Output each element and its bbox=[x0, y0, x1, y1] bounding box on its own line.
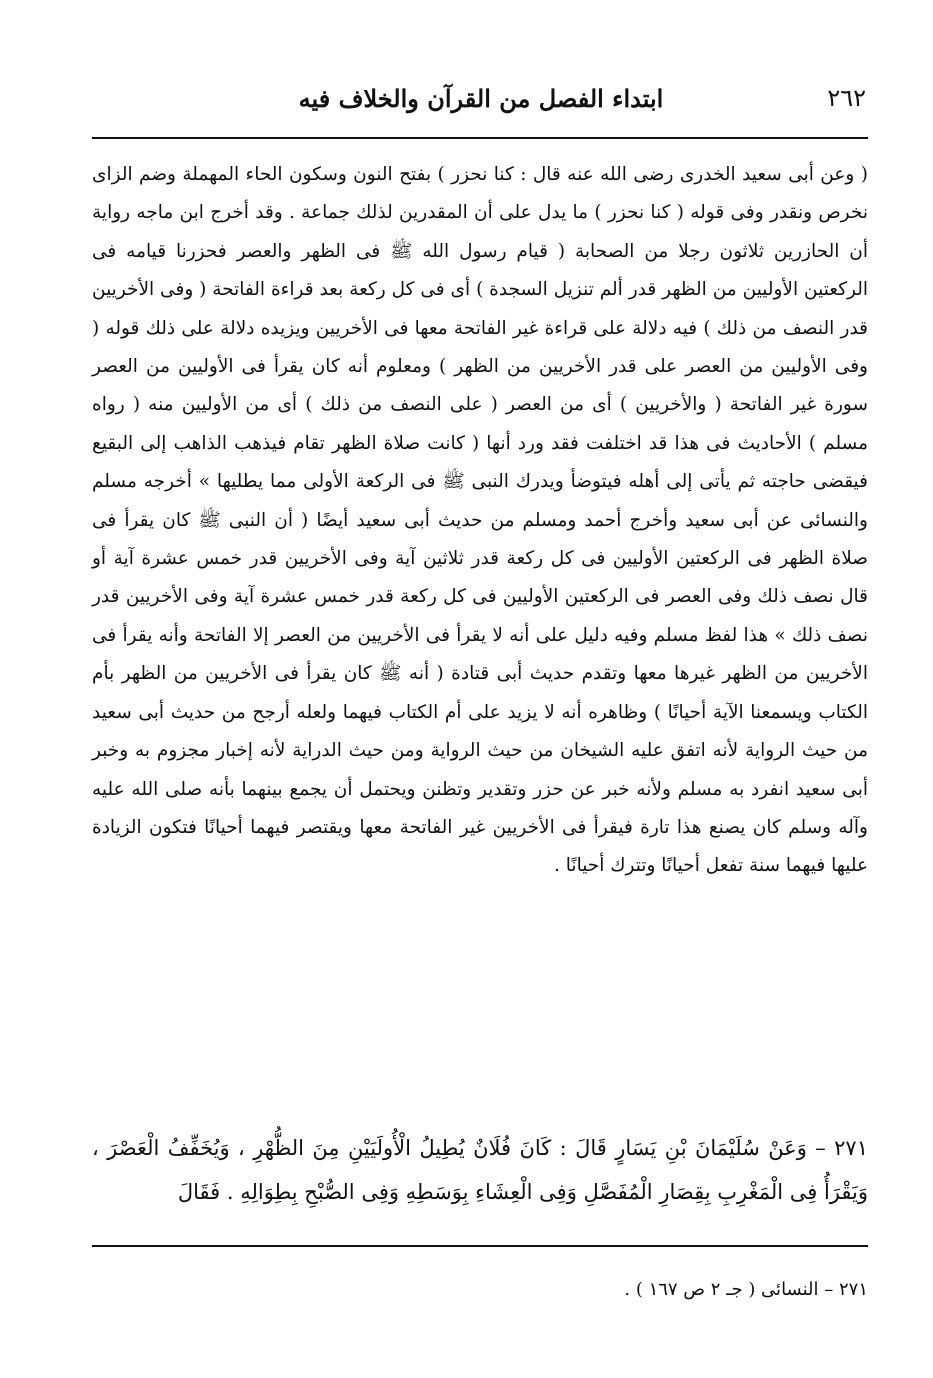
hadith-paragraph: ٢٧١ – وَعَنْ سُلَيْمَانَ بْنِ يَسَارٍ قَالَ : كَانَ فُلَانٌ يُطِيلُ الْأُولَيَيْنِ مِنَ الظُّهْرِ ، وَيُخَفِّفُ الْعَصْرَ ، وَيَقْرَأُ فِى الْمَغْرِبِ بِقِصَارِ الْمُفَصَّلِ وَفِى الْعِشَاءِ بِوَسَطِهِ وَفِى الصُّبْحِ بِطِوَالِهِ . فَقَالَ bbox=[92, 1136, 868, 1204]
page-header bbox=[96, 78, 866, 122]
header-rule bbox=[92, 137, 868, 139]
page-number: ٢٦٢ bbox=[827, 84, 866, 112]
commentary-paragraph: ( وعن أبى سعيد الخدرى رضى الله عنه قال : كنا نحزر ) بفتح النون وسكون الحاء المهملة وضم الزاى نخرص ونقدر وفى قوله ( كنا نحزر ) ما يدل على أن المقدرين لذلك جماعة . وقد أخرج ابن ماجه رواية أن الحازرين ثلاثون رجلا من الصحابة ( قيام رسول الله ﷺ فى الظهر والعصر فحزرنا قيامه فى الركعتين الأوليين من الظهر قدر ألم تنزيل السجدة ) أى فى كل ركعة بعد قراءة الفاتحة ( وفى الأخريين قدر النصف من ذلك ) فيه دلالة على قراءة غير الفاتحة معها فى الأخريين ويزيده دلالة على ذلك قوله ( وفى الأوليين من العصر على قدر الأخريين من الظهر ) ومعلوم أنه كان يقرأ فى الأوليين من العصر سورة غير الفاتحة ( والأخريين ) أى من العصر ( على النصف من ذلك ) أى من الأوليين منه ( رواه مسلم ) الأحاديث فى هذا قد اختلفت فقد ورد أنها ( كانت صلاة الظهر تقام فيذهب الذاهب إلى البقيع فيقضى حاجته ثم يأتى إلى أهله فيتوضأ ويدرك النبى ﷺ فى الركعة الأولى مما يطليها » أخرجه مسلم والنسائى عن أبى سعيد وأخرج أحمد ومسلم من حديث أبى سعيد أيضًا ( أن النبى ﷺ كان يقرأ فى صلاة الظهر فى الركعتين الأوليين فى كل ركعة قدر ثلاثين آية وفى الأخريين قدر خمس عشرة آية أو قال نصف ذلك وفى العصر فى الركعتين الأوليين فى كل ركعة قدر خمس عشرة آية وفى الأخريين قدر نصف ذلك » هذا لفظ مسلم وفيه دليل على أنه لا يقرأ فى الأخريين من العصر إلا الفاتحة وأنه يقرأ فى الأخريين من الظهر غيرها معها وتقدم حديث أبى قتادة ( أنه ﷺ كان يقرأ فى الأخريين من الظهر بأم الكتاب ويسمعنا الآية أحيانًا ) وظاهره أنه لا يزيد على أم الكتاب فيهما ولعله أرجح من حديث أبى سعيد من حيث الرواية لأنه اتفق عليه الشيخان من حيث الرواية ومن حيث الدراية لأنه إخبار مجزوم به وخبر أبى سعيد انفرد به مسلم ولأنه خبر عن حزر وتقدير وتظنن ويحتمل أن يجمع بينهما بأنه صلى الله عليه وآله وسلم كان يصنع هذا تارة فيقرأ فى الأخريين غير الفاتحة معها ويقتصر فيهما أحيانًا فتكون الزيادة عليها فيهما سنة تفعل أحيانًا وتترك أحيانًا . bbox=[92, 164, 868, 877]
footnote-rule bbox=[92, 1245, 868, 1247]
commentary-block bbox=[92, 156, 868, 886]
hadith-block bbox=[92, 1126, 868, 1214]
footnote: ٢٧١ – النسائى ( جـ ٢ ص ١٦٧ ) . bbox=[624, 1279, 868, 1300]
running-title: ابتداء الفصل من القرآن والخلاف فيه bbox=[298, 84, 664, 113]
